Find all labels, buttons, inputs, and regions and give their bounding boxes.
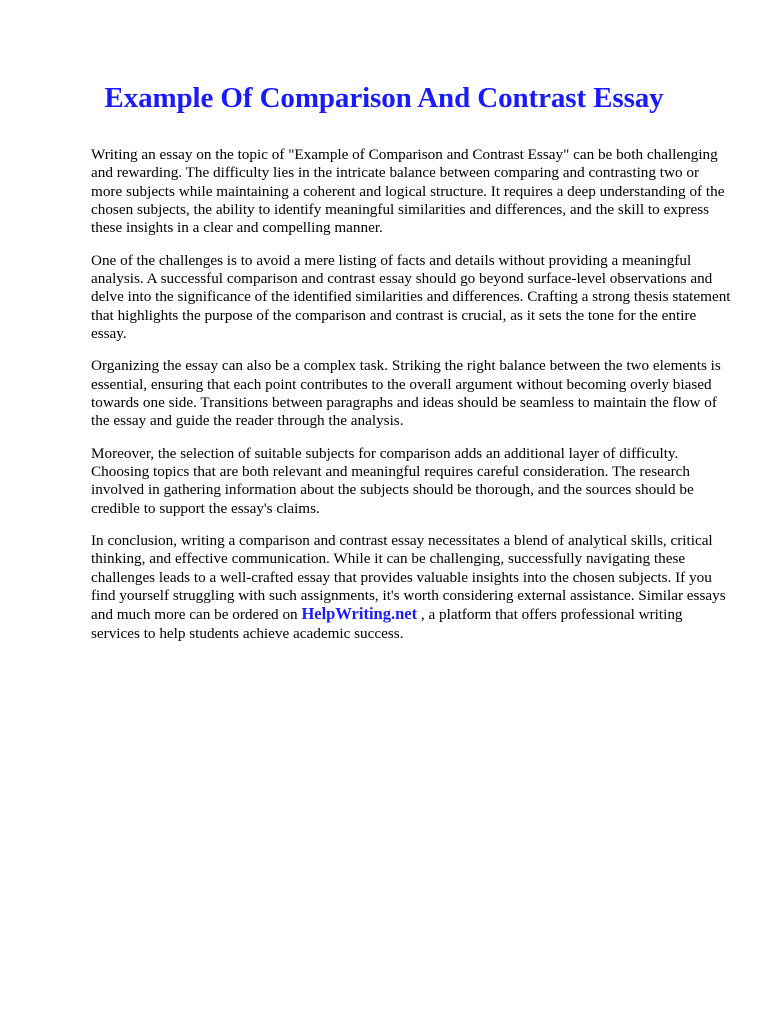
paragraph-3: Organizing the essay can also be a complex task. Striking the right balance between the two elements is essential, ensuring that each point contributes to the overall argument without becoming overly biased towards one side. Transitions between paragraphs and ideas should be seamless to maintain the flow of the essay and guide the reader through the analysis.	[91, 357, 721, 430]
conclusion-text: In conclusion, writing a comparison and contrast essay necessitates a blend of analytical skills, critical thinking, and effective communication. While it can be challenging, successfully navigating these challenges leads to a well-crafted essay that provides valuable insights into the chosen subjects. If you find yourself struggling with such assignments, it's worth considering external assistance. Similar essays and much more can be ordered on	[91, 532, 726, 624]
paragraph-4: Moreover, the selection of suitable subjects for comparison adds an additional layer of difficulty. Choosing topics that are both relevant and meaningful requires careful consideration. The research involved in gathering information about the subjects should be thorough, and the sources should be credible to support the essay's claims.	[91, 444, 694, 517]
page-title: Example Of Comparison And Contrast Essay	[104, 82, 664, 114]
paragraph-2: One of the challenges is to avoid a mere listing of facts and details without providing a meaningful analysis. A successful comparison and contrast essay should go beyond surface-level observations and delve into the significance of the identified similarities and differences. Crafting a strong thesis statement that highlights the purpose of the comparison and contrast is crucial, as it sets the tone for the entire essay.	[91, 251, 731, 342]
paragraph-conclusion	[91, 532, 731, 643]
helpwriting-link[interactable]: HelpWriting.net	[301, 604, 418, 624]
paragraph-1: Writing an essay on the topic of "Example of Comparison and Contrast Essay" can be both challenging and rewarding. The difficulty lies in the intricate balance between comparing and contrasting two or more subjects while maintaining a coherent and logical structure. It requires a deep understanding of the chosen subjects, the ability to identify meaningful similarities and differences, and the skill to express these insights in a clear and compelling manner.	[91, 146, 725, 237]
essay-body	[91, 146, 731, 657]
conclusion-text-end: , a platform that offers professional writing services to help students achieve academic success.	[91, 606, 683, 642]
